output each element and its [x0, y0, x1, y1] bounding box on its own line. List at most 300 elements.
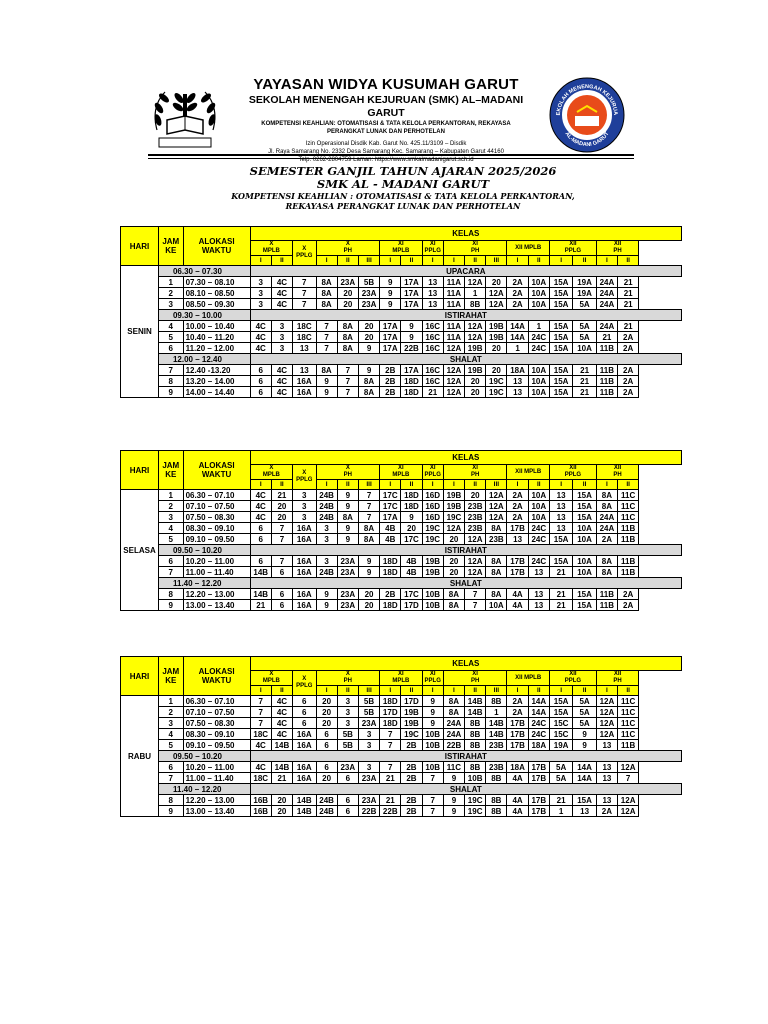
lesson-time: 13.20 – 14.00	[183, 376, 250, 387]
competency-line: KOMPETENSI KEAHLIAN: OTOMATISASI & TATA KELOLA PERKANTORAN, REKAYASA	[261, 121, 511, 127]
teacher-code-cell: 19B	[443, 490, 464, 501]
lesson-time: 12.20 – 13.00	[183, 589, 250, 600]
header-subclass: II	[401, 480, 422, 490]
header-subclass: I	[380, 686, 401, 696]
lesson-time: 10.20 – 11.00	[183, 762, 250, 773]
teacher-code-cell: 11B	[596, 365, 617, 376]
teacher-code-cell: 15A	[549, 343, 572, 354]
class-group-level: XII MPLB	[515, 244, 542, 251]
teacher-code-cell: 4C	[250, 501, 271, 512]
teacher-code-cell: 24B	[316, 490, 337, 501]
teacher-code-cell: 7	[380, 729, 401, 740]
teacher-code-cell: 7	[337, 376, 358, 387]
teacher-code-cell: 11C	[618, 512, 639, 523]
lesson-time: 10.40 – 11.20	[183, 332, 250, 343]
teacher-code-cell: 5A	[549, 773, 572, 784]
teacher-code-cell: 19C	[401, 729, 422, 740]
teacher-code-cell: 21	[380, 795, 401, 806]
header-kelas: KELAS	[250, 657, 681, 671]
teacher-code-cell: 9	[316, 387, 337, 398]
break-label: ISTIRAHAT	[250, 310, 681, 321]
teacher-code-cell: 11A	[443, 288, 464, 299]
class-group-program: PH	[343, 248, 352, 254]
class-group-level: XI	[398, 465, 404, 471]
class-group-level: X	[269, 241, 274, 247]
teacher-code-cell: 24A	[596, 512, 617, 523]
header-class-group	[443, 241, 507, 256]
teacher-code-cell: 12A	[465, 556, 486, 567]
teacher-code-cell: 18A	[507, 762, 528, 773]
teacher-code-cell: 23A	[358, 773, 379, 784]
teacher-code-cell: 7	[358, 490, 379, 501]
teacher-code-cell: 3	[337, 718, 358, 729]
teacher-code-cell: 19B	[401, 718, 422, 729]
teacher-code-cell: 8A	[337, 321, 358, 332]
lesson-jam: 9	[158, 387, 183, 398]
teacher-code-cell: 17B	[528, 795, 549, 806]
day-name: SELASA	[121, 490, 159, 611]
teacher-code-cell: 15A	[573, 600, 596, 611]
teacher-code-cell: 8A	[316, 299, 337, 310]
class-group-program: PPLG	[424, 248, 441, 254]
header-hari: HARI	[121, 657, 159, 696]
teacher-code-cell: 10B	[422, 600, 443, 611]
teacher-code-cell: 15A	[549, 696, 572, 707]
letterhead-rule	[148, 154, 634, 156]
class-group-level: X	[345, 465, 350, 471]
header-alokasi-line: ALOKASI	[198, 461, 235, 470]
header-class-group	[422, 241, 443, 256]
teacher-code-cell: 12A	[596, 729, 617, 740]
teacher-code-cell: 4A	[507, 600, 528, 611]
teacher-code-cell: 4C	[271, 277, 292, 288]
teacher-code-cell: 14B	[465, 707, 486, 718]
header-class-group	[316, 241, 380, 256]
teacher-code-cell: 2B	[380, 387, 401, 398]
teacher-code-cell: 19C	[465, 795, 486, 806]
teacher-code-cell: 6	[316, 729, 337, 740]
class-group-program: MPLB	[392, 472, 410, 478]
teacher-code-cell: 22B	[443, 740, 464, 751]
teacher-code-cell: 8A	[358, 534, 379, 545]
teacher-code-cell: 21	[549, 795, 572, 806]
teacher-code-cell: 12A	[596, 696, 617, 707]
teacher-code-cell: 2A	[618, 332, 639, 343]
teacher-code-cell: 10A	[528, 512, 549, 523]
lesson-jam: 7	[158, 567, 183, 578]
teacher-code-cell: 5B	[358, 707, 379, 718]
teacher-code-cell: 3	[250, 299, 271, 310]
teacher-code-cell: 20	[337, 288, 358, 299]
teacher-code-cell: 3	[293, 501, 316, 512]
teacher-code-cell: 2A	[507, 299, 528, 310]
teacher-code-cell: 4C	[250, 332, 271, 343]
teacher-code-cell: 21	[618, 321, 639, 332]
class-group-level: X	[269, 671, 274, 677]
teacher-code-cell: 21	[250, 600, 271, 611]
teacher-code-cell: 20	[271, 806, 292, 817]
header-alokasi-line: WAKTU	[201, 246, 232, 255]
teacher-code-cell: 14B	[271, 762, 292, 773]
teacher-code-cell: 12A	[443, 365, 464, 376]
teacher-code-cell: 14B	[293, 795, 316, 806]
teacher-code-cell: 12A	[486, 299, 507, 310]
teacher-code-cell: 17B	[528, 773, 549, 784]
teacher-code-cell: 10A	[573, 523, 596, 534]
header-subclass: II	[573, 686, 596, 696]
lesson-jam: 1	[158, 277, 183, 288]
seal-text-bottom: AL-MADANI GARUT	[563, 131, 611, 149]
teacher-code-cell: 19B	[422, 567, 443, 578]
timetable-senin	[120, 226, 682, 398]
header-subclass: II	[337, 480, 358, 490]
teacher-code-cell: 14B	[293, 806, 316, 817]
header-kelas: KELAS	[250, 227, 681, 241]
teacher-code-cell: 7	[271, 556, 292, 567]
teacher-code-cell: 23B	[465, 501, 486, 512]
teacher-code-cell: 4A	[507, 589, 528, 600]
lesson-time: 06.30 – 07.10	[183, 696, 250, 707]
teacher-code-cell: 13	[422, 277, 443, 288]
teacher-code-cell: 21	[573, 365, 596, 376]
teacher-code-cell: 2B	[401, 806, 422, 817]
foundation-logo-icon	[149, 80, 221, 152]
lesson-time: 08.50 – 09.30	[183, 299, 250, 310]
teacher-code-cell: 9	[443, 806, 464, 817]
teacher-code-cell: 18A	[507, 365, 528, 376]
class-group-level: XII	[613, 671, 622, 677]
teacher-code-cell: 3	[250, 277, 271, 288]
teacher-code-cell: 13	[549, 512, 572, 523]
permit-line: Izin Operasional Disdik Kab. Garut No. 425.11/3109 – Disdik	[305, 141, 467, 147]
teacher-code-cell: 2A	[507, 707, 528, 718]
header-subclass: I	[549, 686, 572, 696]
teacher-code-cell: 11A	[443, 299, 464, 310]
header-subclass: I	[316, 686, 337, 696]
class-group-program: PPLG	[564, 248, 582, 254]
teacher-code-cell: 24B	[316, 806, 337, 817]
header-subclass: II	[271, 480, 292, 490]
class-group-level: X	[345, 671, 350, 677]
teacher-code-cell: 8A	[337, 512, 358, 523]
teacher-code-cell: 11C	[618, 718, 639, 729]
teacher-code-cell: 17B	[507, 567, 528, 578]
header-subclass: I	[380, 480, 401, 490]
teacher-code-cell: 17D	[380, 707, 401, 718]
teacher-code-cell: 15A	[549, 365, 572, 376]
teacher-code-cell: 9	[443, 795, 464, 806]
header-subclass: I	[316, 480, 337, 490]
header-subclass: II	[271, 256, 292, 266]
teacher-code-cell: 24B	[316, 512, 337, 523]
teacher-code-cell: 8B	[465, 740, 486, 751]
teacher-code-cell: 8B	[486, 696, 507, 707]
teacher-code-cell: 13	[422, 288, 443, 299]
lesson-jam: 9	[158, 600, 183, 611]
teacher-code-cell: 17A	[380, 343, 401, 354]
teacher-code-cell: 11B	[618, 556, 639, 567]
teacher-code-cell: 15A	[549, 288, 572, 299]
teacher-code-cell: 19A	[573, 288, 596, 299]
teacher-code-cell: 12A	[596, 707, 617, 718]
teacher-code-cell: 20	[358, 589, 379, 600]
teacher-code-cell: 12A	[596, 718, 617, 729]
title-competency: KOMPETENSI KEAHLIAN : OTOMATISASI & TATA KELOLA PERKANTORAN,	[231, 191, 575, 201]
teacher-code-cell: 18C	[250, 729, 271, 740]
lesson-time: 06.30 – 07.10	[183, 490, 250, 501]
break-label: SHALAT	[250, 578, 681, 589]
teacher-code-cell: 2A	[507, 277, 528, 288]
teacher-code-cell: 2B	[401, 740, 422, 751]
lesson-time: 07.50 – 08.30	[183, 512, 250, 523]
header-subclass: II	[528, 256, 549, 266]
teacher-code-cell: 24C	[528, 534, 549, 545]
header-class-group	[250, 465, 292, 480]
class-group-program: PH	[613, 472, 622, 478]
teacher-code-cell: 16A	[293, 773, 316, 784]
teacher-code-cell: 2A	[618, 589, 639, 600]
teacher-code-cell: 15A	[573, 501, 596, 512]
teacher-code-cell: 8A	[443, 600, 464, 611]
class-group-level: XI	[429, 671, 436, 677]
teacher-code-cell: 8B	[486, 806, 507, 817]
teacher-code-cell: 16D	[422, 512, 443, 523]
teacher-code-cell: 10A	[573, 343, 596, 354]
teacher-code-cell: 3	[337, 696, 358, 707]
teacher-code-cell: 19B	[422, 556, 443, 567]
teacher-code-cell: 5B	[358, 696, 379, 707]
teacher-code-cell: 15A	[573, 512, 596, 523]
lesson-time: 11.20 – 12.00	[183, 343, 250, 354]
teacher-code-cell: 23A	[337, 277, 358, 288]
header-hari: HARI	[121, 227, 159, 266]
header-alokasi-line: ALOKASI	[198, 667, 235, 676]
teacher-code-cell: 15A	[549, 387, 572, 398]
header-jam-line: JAM	[162, 461, 180, 470]
class-group-level: X	[302, 246, 307, 252]
teacher-code-cell: 14A	[573, 773, 596, 784]
teacher-code-cell: 5B	[337, 740, 358, 751]
teacher-code-cell: 20	[358, 600, 379, 611]
teacher-code-cell: 20	[358, 332, 379, 343]
teacher-code-cell: 16A	[293, 534, 316, 545]
break-label: ISTIRAHAT	[250, 751, 681, 762]
teacher-code-cell: 2B	[401, 762, 422, 773]
teacher-code-cell: 23A	[337, 567, 358, 578]
teacher-code-cell: 10A	[528, 299, 549, 310]
teacher-code-cell: 19B	[465, 343, 486, 354]
header-subclass: II	[337, 686, 358, 696]
teacher-code-cell: 16A	[293, 567, 316, 578]
class-group-program: MPLB	[262, 248, 280, 254]
teacher-code-cell: 6	[316, 762, 337, 773]
teacher-code-cell: 3	[358, 740, 379, 751]
lesson-jam: 2	[158, 501, 183, 512]
class-group-level: XII MPLB	[515, 468, 542, 475]
teacher-code-cell: 9	[573, 729, 596, 740]
teacher-code-cell: 9	[443, 773, 464, 784]
teacher-code-cell: 4B	[401, 567, 422, 578]
lesson-jam: 2	[158, 707, 183, 718]
teacher-code-cell: 8B	[486, 795, 507, 806]
teacher-code-cell: 7	[422, 806, 443, 817]
teacher-code-cell: 4C	[271, 299, 292, 310]
class-group-program: PPLG	[296, 477, 313, 483]
header-jam-ke	[158, 657, 183, 696]
teacher-code-cell: 7	[250, 696, 271, 707]
teacher-code-cell: 8A	[596, 501, 617, 512]
teacher-code-cell: 23A	[358, 718, 379, 729]
teacher-code-cell: 19C	[422, 523, 443, 534]
letterhead	[232, 76, 540, 164]
lesson-time: 13.00 – 13.40	[183, 600, 250, 611]
teacher-code-cell: 8A	[486, 523, 507, 534]
teacher-code-cell: 13	[549, 523, 572, 534]
teacher-code-cell: 3	[358, 762, 379, 773]
teacher-code-cell: 11B	[596, 600, 617, 611]
teacher-code-cell: 5A	[573, 332, 596, 343]
teacher-code-cell: 15A	[549, 376, 572, 387]
teacher-code-cell: 11B	[596, 589, 617, 600]
teacher-code-cell: 23A	[358, 288, 379, 299]
teacher-code-cell: 15A	[549, 332, 572, 343]
teacher-code-cell: 20	[486, 277, 507, 288]
teacher-code-cell: 16C	[422, 332, 443, 343]
teacher-code-cell: 21	[618, 277, 639, 288]
teacher-code-cell: 17A	[380, 321, 401, 332]
teacher-code-cell: 16A	[293, 600, 316, 611]
teacher-code-cell: 2A	[618, 365, 639, 376]
header-class-group	[380, 241, 422, 256]
teacher-code-cell: 1	[549, 806, 572, 817]
teacher-code-cell: 16A	[293, 589, 316, 600]
teacher-code-cell: 8B	[465, 762, 486, 773]
header-class-group	[293, 241, 316, 266]
teacher-code-cell: 5A	[549, 762, 572, 773]
header-subclass: II	[401, 686, 422, 696]
header-jam-ke	[158, 227, 183, 266]
class-group-level: XI	[472, 671, 478, 677]
teacher-code-cell: 11B	[596, 343, 617, 354]
teacher-code-cell: 20	[443, 534, 464, 545]
header-subclass: I	[596, 686, 617, 696]
teacher-code-cell: 5A	[573, 696, 596, 707]
teacher-code-cell: 2B	[380, 376, 401, 387]
class-group-program: MPLB	[392, 678, 410, 684]
lesson-jam: 5	[158, 740, 183, 751]
teacher-code-cell: 14B	[250, 567, 271, 578]
teacher-code-cell: 12A	[443, 523, 464, 534]
teacher-code-cell: 19B	[401, 707, 422, 718]
header-class-group	[293, 671, 316, 696]
teacher-code-cell: 9	[380, 299, 401, 310]
teacher-code-cell: 17B	[528, 762, 549, 773]
class-group-level: XII	[613, 241, 622, 247]
header-class-group	[293, 465, 316, 490]
header-subclass: II	[337, 256, 358, 266]
teacher-code-cell: 8A	[316, 277, 337, 288]
lesson-time: 11.00 – 11.40	[183, 773, 250, 784]
header-alokasi-line: WAKTU	[201, 470, 232, 479]
teacher-code-cell: 17B	[507, 740, 528, 751]
teacher-code-cell: 2A	[618, 600, 639, 611]
teacher-code-cell: 4B	[380, 534, 401, 545]
teacher-code-cell: 17C	[401, 534, 422, 545]
teacher-code-cell: 3	[293, 512, 316, 523]
teacher-code-cell: 11C	[618, 490, 639, 501]
teacher-code-cell: 2A	[618, 343, 639, 354]
teacher-code-cell: 19A	[549, 740, 572, 751]
teacher-code-cell: 4A	[507, 795, 528, 806]
class-group-program: PPLG	[424, 678, 441, 684]
teacher-code-cell: 12A	[465, 567, 486, 578]
teacher-code-cell: 10A	[528, 501, 549, 512]
teacher-code-cell: 17A	[401, 365, 422, 376]
class-group-level: XII MPLB	[515, 674, 542, 681]
teacher-code-cell: 4C	[271, 707, 292, 718]
lesson-jam: 2	[158, 288, 183, 299]
teacher-code-cell: 4C	[250, 490, 271, 501]
teacher-code-cell: 5A	[573, 707, 596, 718]
header-jam-line: JAM	[162, 237, 180, 246]
class-group-level: XI	[429, 241, 436, 247]
break-time: 11.40 – 12.20	[158, 784, 250, 795]
teacher-code-cell: 9	[337, 534, 358, 545]
teacher-code-cell: 12A	[618, 762, 639, 773]
break-time: 11.40 – 12.20	[158, 578, 250, 589]
teacher-code-cell: 21	[380, 773, 401, 784]
letterhead-rule	[148, 158, 634, 159]
teacher-code-cell: 4B	[380, 523, 401, 534]
teacher-code-cell: 16A	[293, 762, 316, 773]
teacher-code-cell: 19C	[465, 806, 486, 817]
teacher-code-cell: 17A	[380, 332, 401, 343]
teacher-code-cell: 4C	[271, 718, 292, 729]
teacher-code-cell: 16D	[422, 490, 443, 501]
teacher-code-cell: 9	[337, 501, 358, 512]
teacher-code-cell: 19C	[443, 512, 464, 523]
lesson-time: 12.20 – 13.00	[183, 795, 250, 806]
teacher-code-cell: 10A	[528, 387, 549, 398]
teacher-code-cell: 12A	[486, 490, 507, 501]
teacher-code-cell: 6	[337, 795, 358, 806]
teacher-code-cell: 7	[422, 795, 443, 806]
teacher-code-cell: 7	[380, 762, 401, 773]
lesson-jam: 1	[158, 696, 183, 707]
teacher-code-cell: 4C	[271, 387, 292, 398]
break-label: SHALAT	[250, 354, 681, 365]
teacher-code-cell: 18D	[380, 696, 401, 707]
teacher-code-cell: 15C	[549, 729, 572, 740]
header-alokasi-line: WAKTU	[201, 676, 232, 685]
teacher-code-cell: 4C	[250, 321, 271, 332]
teacher-code-cell: 16A	[293, 740, 316, 751]
teacher-code-cell: 4C	[271, 729, 292, 740]
teacher-code-cell: 16B	[250, 795, 271, 806]
teacher-code-cell: 17B	[507, 556, 528, 567]
header-class-group	[380, 671, 422, 686]
teacher-code-cell: 19B	[486, 332, 507, 343]
teacher-code-cell: 6	[293, 707, 316, 718]
teacher-code-cell: 13	[528, 567, 549, 578]
teacher-code-cell: 19C	[486, 387, 507, 398]
header-subclass: I	[507, 686, 528, 696]
teacher-code-cell: 20	[465, 490, 486, 501]
teacher-code-cell: 10A	[573, 534, 596, 545]
header-subclass: II	[528, 480, 549, 490]
teacher-code-cell: 18D	[401, 501, 422, 512]
teacher-code-cell: 7	[337, 365, 358, 376]
